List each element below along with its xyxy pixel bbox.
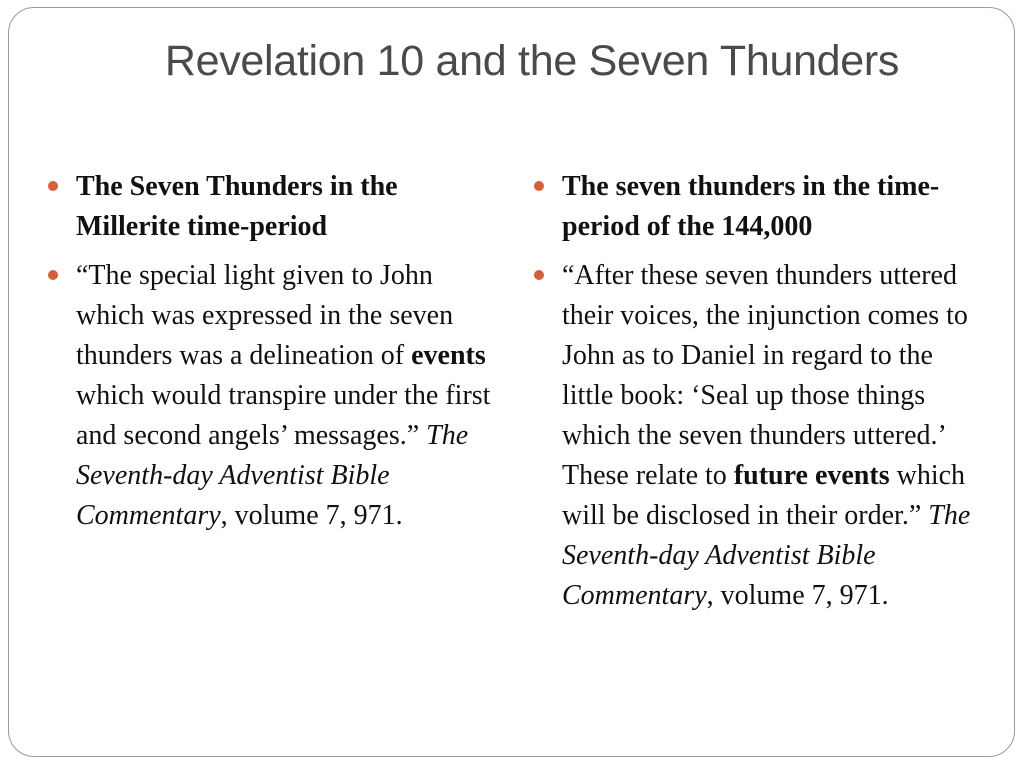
right-source-title: The Seventh-day Adventist Bible Commentary xyxy=(562,500,971,611)
right-quote-after: which will be disclosed in their order.” xyxy=(562,460,966,531)
left-source-rest: , volume 7, 971. xyxy=(220,500,403,531)
left-column xyxy=(48,167,493,545)
left-source-title: The Seventh-day Adventist Bible Commentary xyxy=(76,420,469,531)
bullet-dot-icon xyxy=(534,181,544,191)
left-heading-bullet xyxy=(48,167,493,247)
right-quote-bullet xyxy=(534,256,986,616)
left-quote-bullet xyxy=(48,256,493,536)
right-heading: The seven thunders in the time-period of the 144,000 xyxy=(562,171,940,242)
right-heading-bullet xyxy=(534,167,986,247)
left-quote-after: which would transpire under the first and second angels’ messages.” xyxy=(76,380,491,451)
left-heading: The Seven Thunders in the Millerite time-period xyxy=(76,171,398,242)
bullet-dot-icon xyxy=(534,270,544,280)
slide-title: Revelation 10 and the Seven Thunders xyxy=(164,37,900,85)
left-quote-before: “The special light given to John which was expressed in the seven thunders was a delineation of xyxy=(76,260,454,371)
bullet-dot-icon xyxy=(48,270,58,280)
right-quote-before: “After these seven thunders uttered their voices, the injunction comes to John as to Daniel in regard to the little book: ‘Seal up those things which the seven thunders uttered.’ These relate to xyxy=(562,260,968,491)
left-quote-emphasis: events xyxy=(411,340,486,371)
right-source-rest: , volume 7, 971. xyxy=(706,580,889,611)
right-column xyxy=(534,167,986,625)
right-quote-emphasis: future events xyxy=(733,460,890,491)
bullet-dot-icon xyxy=(48,181,58,191)
